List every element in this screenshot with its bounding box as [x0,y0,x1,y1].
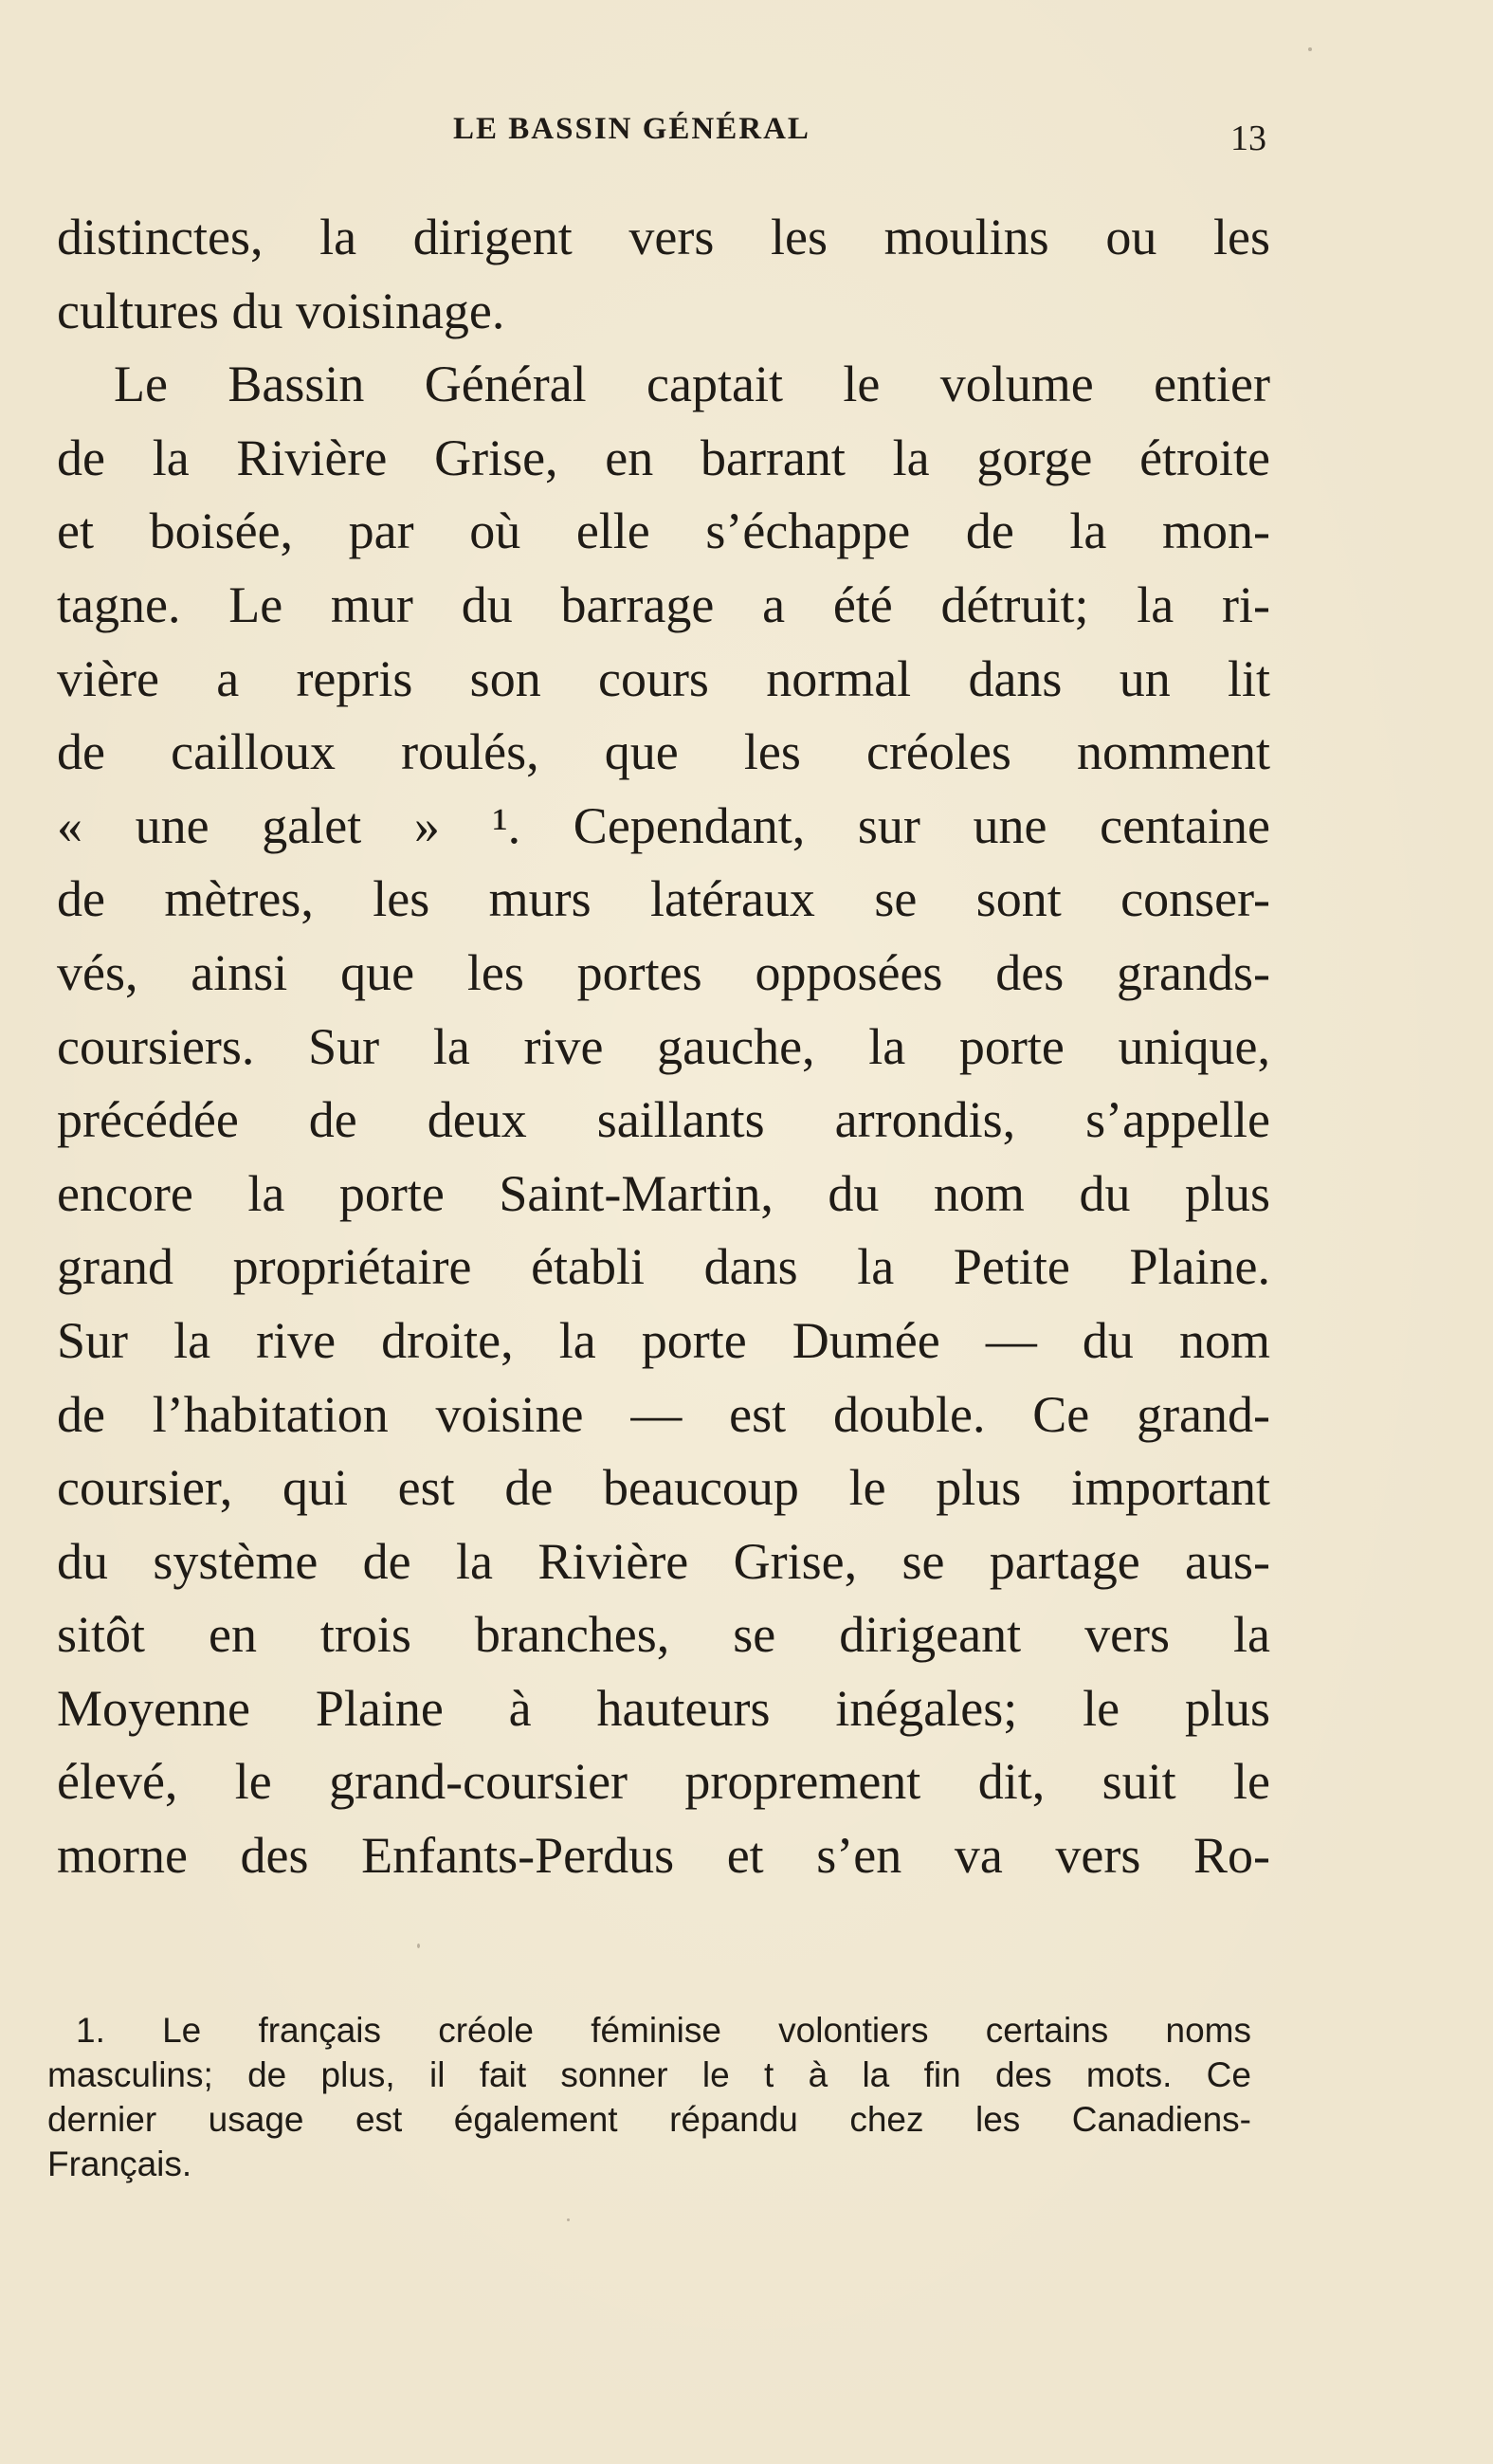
body-text [57,201,1270,1893]
text-line: de cailloux roulés, que les créoles nomment [57,723,1270,781]
page-header [0,112,1493,169]
text-line: Sur la rive droite, la porte Dumée — du nom [57,1311,1270,1369]
text-line: coursier, qui est de beaucoup le plus important [57,1459,1270,1517]
text-line: tagne. Le mur du barrage a été détruit; la ri- [57,575,1270,633]
text-line: « une galet » ¹. Cependant, sur une centaine [57,796,1270,854]
page-number: 13 [1230,119,1266,158]
footnote-line: Français. [47,2145,192,2183]
text-line: et boisée, par où elle s’échappe de la mon- [57,502,1270,560]
text-line: précédée de deux saillants arrondis, s’appelle [57,1091,1270,1149]
text-line: de l’habitation voisine — est double. Ce grand- [57,1385,1270,1443]
text-line: cultures du voisinage. [57,282,505,339]
text-line: élevé, le grand-coursier proprement dit, suit le [57,1753,1270,1811]
text-line: du système de la Rivière Grise, se partage aus- [57,1532,1270,1590]
text-line: coursiers. Sur la rive gauche, la porte unique, [57,1017,1270,1075]
text-line: morne des Enfants-Perdus et s’en va vers Ro- [57,1827,1270,1885]
text-line: Le Bassin Général captait le volume entier [114,356,1270,413]
text-line: de mètres, les murs latéraux se sont conser- [57,870,1270,928]
footnote-line: dernier usage est également répandu chez les Canadiens- [47,2100,1251,2139]
text-line: encore la porte Saint-Martin, du nom du plus [57,1164,1270,1222]
paper-speck [417,1944,420,1948]
footnote-line: masculins; de plus, il fait sonner le t à la fin des mots. Ce [47,2055,1251,2094]
paper-speck [567,2218,570,2221]
paper-speck [1308,47,1312,51]
text-line: grand propriétaire établi dans la Petite Plaine. [57,1238,1270,1296]
text-line: distinctes, la dirigent vers les moulins ou les [57,209,1270,265]
footnote-line: 1. Le français créole féminise volontiers certains noms [76,2011,1251,2050]
text-line: vière a repris son cours normal dans un lit [57,649,1270,707]
text-line: vés, ainsi que les portes opposées des grands- [57,943,1270,1001]
footnote [47,2008,1251,2186]
text-line: sitôt en trois branches, se dirigeant vers la [57,1606,1270,1664]
text-line: Moyenne Plaine à hauteurs inégales; le plus [57,1679,1270,1737]
running-title: LE BASSIN GÉNÉRAL [453,112,810,146]
text-line: de la Rivière Grise, en barrant la gorge étroite [57,429,1270,486]
